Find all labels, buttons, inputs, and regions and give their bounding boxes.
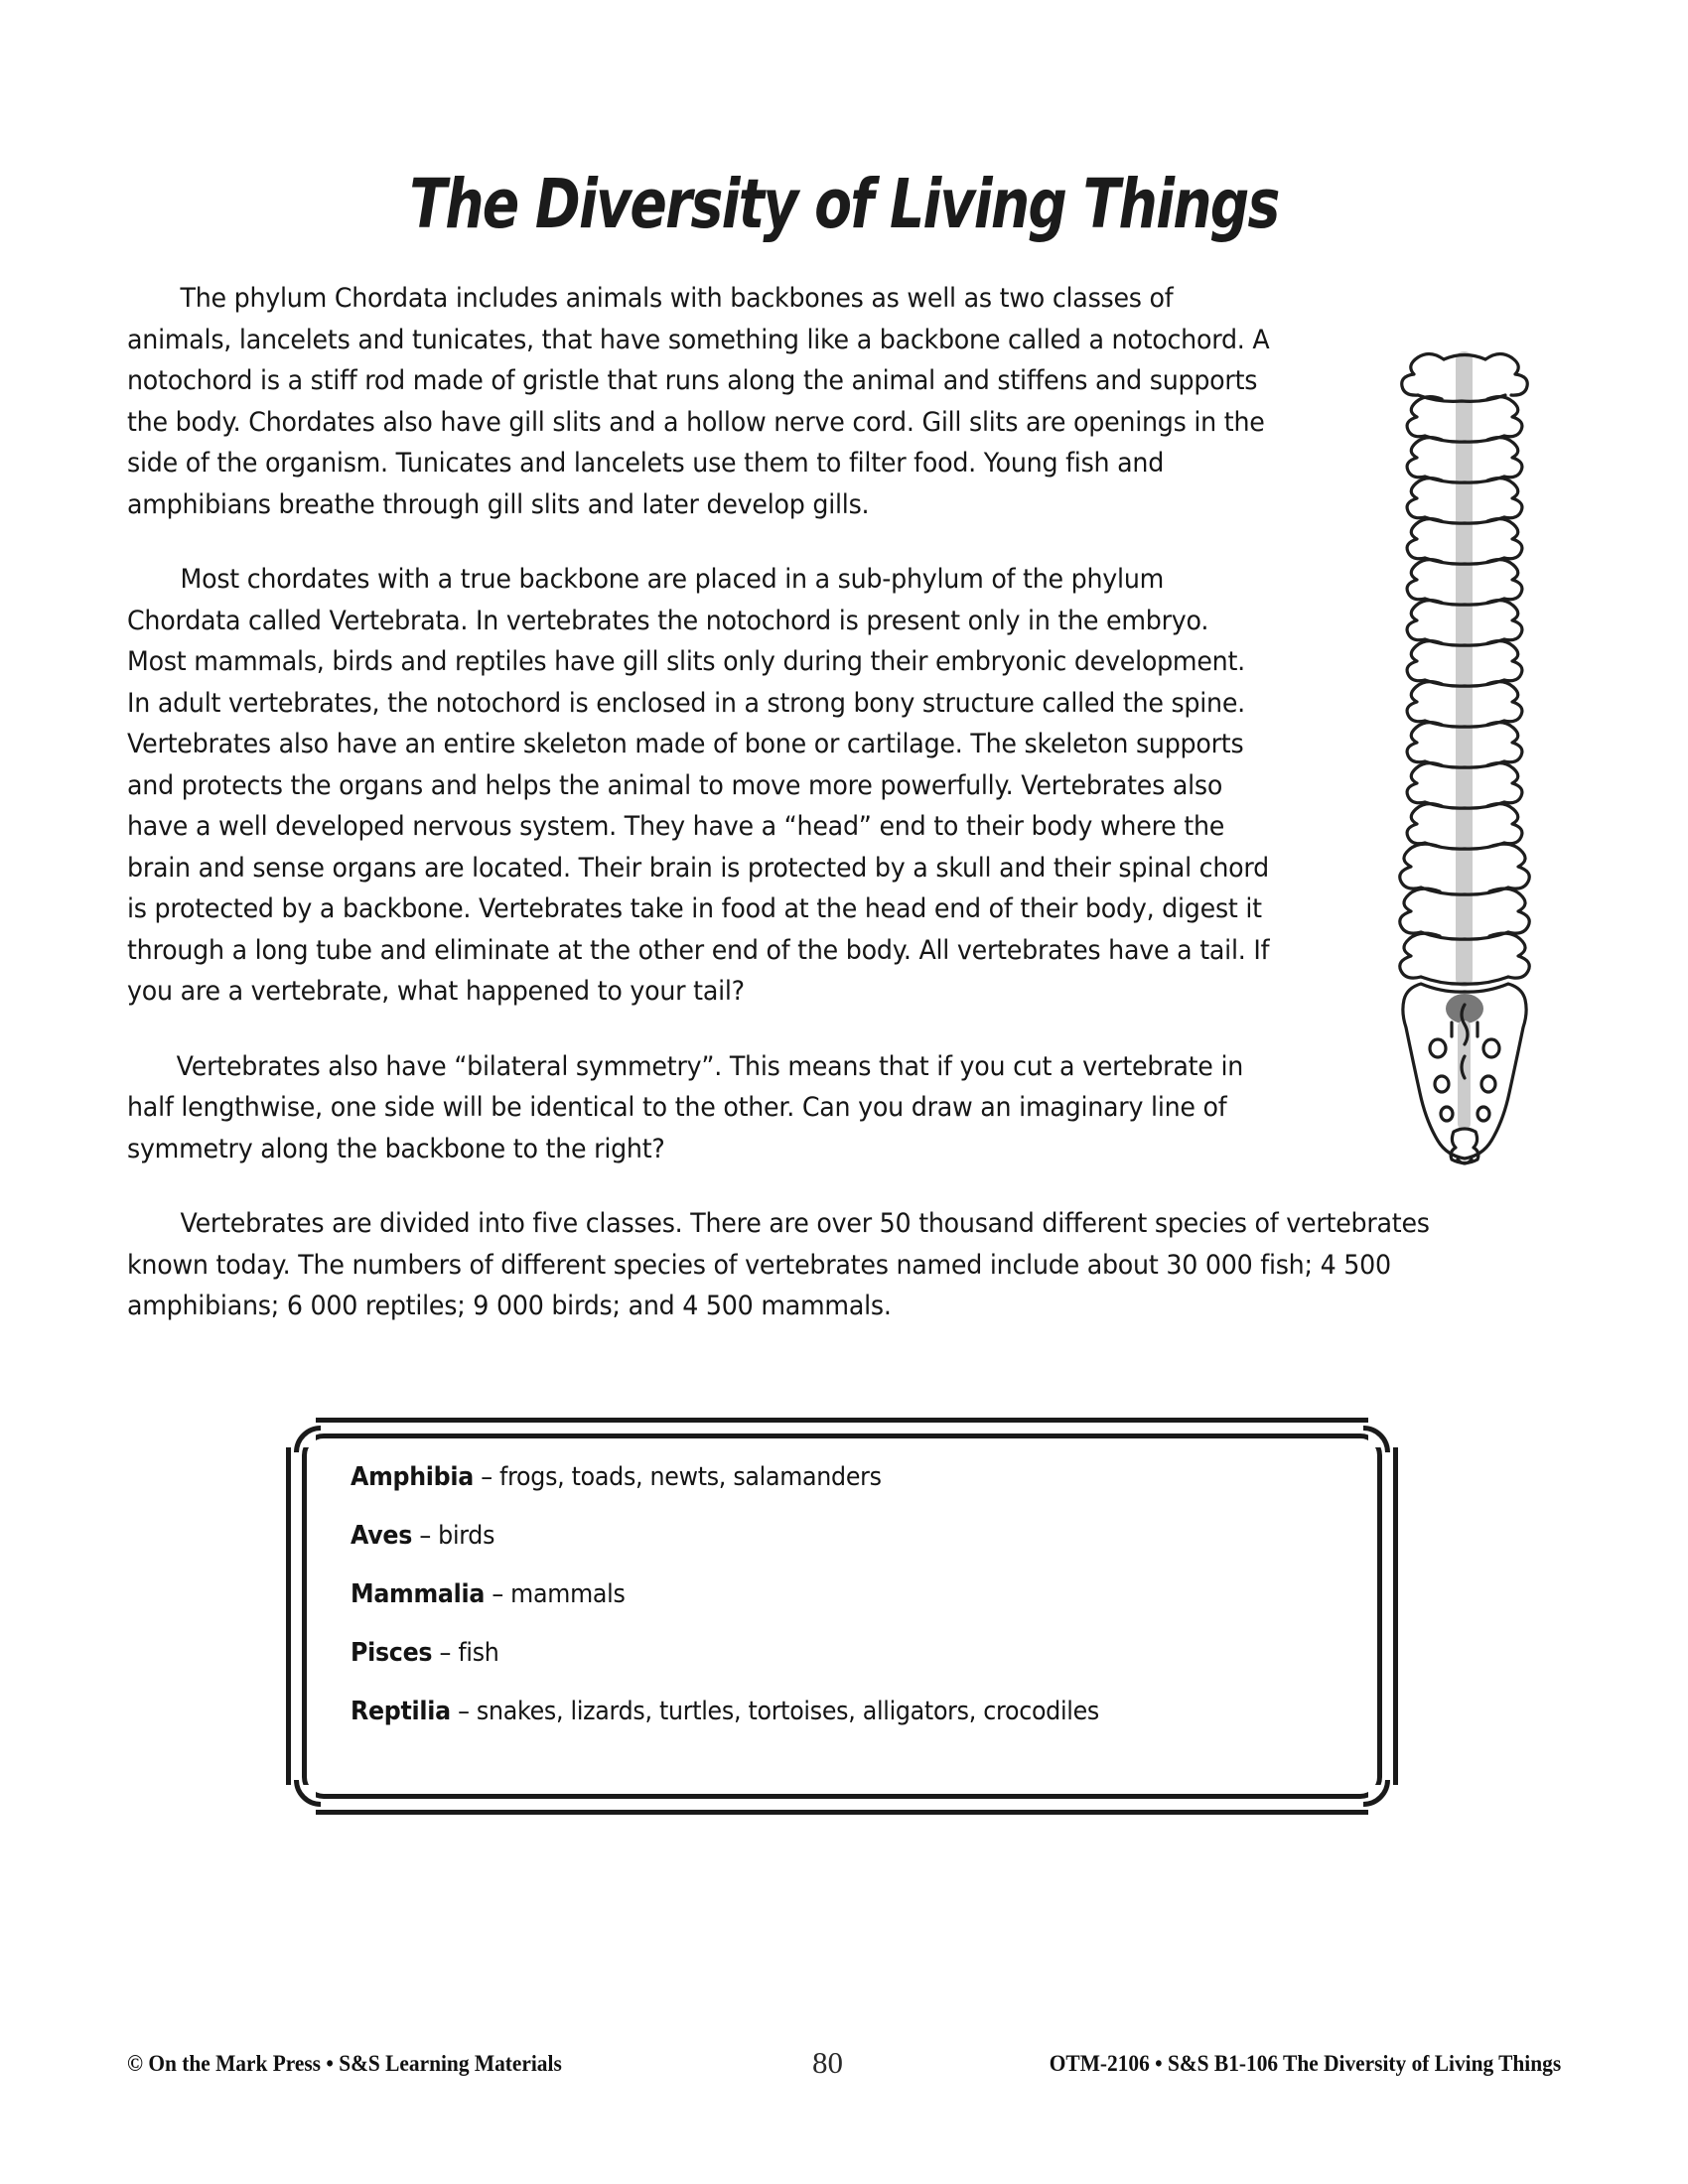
box-corner-top-right: [1368, 1418, 1398, 1447]
body-column: [127, 278, 1547, 1361]
vertebrate-classes-box: [286, 1418, 1398, 1815]
vertebrate-classes-list: [351, 1462, 1353, 1726]
page-footer: [127, 2047, 1561, 2087]
class-name: Mammalia: [351, 1579, 486, 1609]
list-item: [351, 1697, 1283, 1726]
paragraph-2: Most chordates with a true backbone are placed in a sub-phylum of the phylum Chordata called Vertebrata. In vertebrates the notochord is present only in the embryo. Most mammals, birds and reptiles have gill slits only during their embryonic development. In adult vertebrates, the notochord is enclosed in a strong bony structure called the spine. Vertebrates also have an entire skeleton made of bone or cartilage. The skeleton supports and protects the organs and helps the animal to move more powerfully. Vertebrates also have a well developed nervous system. They have a “head” end to their body where the brain and sense organs are located. Their brain is protected by a skull and their spinal chord is protected by a backbone. Vertebrates take in food at the head end of their body, digest it through a long tube and eliminate at the other end of the body. All vertebrates have a tail. If you are a vertebrate, what happened to your tail?: [127, 564, 1270, 1007]
page-title: The Diversity of Living Things: [409, 165, 1279, 245]
paragraph-4: Vertebrates are divided into five classes. There are over 50 thousand different species of vertebrates known today. The numbers of different species of vertebrates named include about 30 000 fish; 4 500 amphibians; 6 000 reptiles; 9 000 birds; and 4 500 mammals.: [127, 1208, 1430, 1321]
paragraph-1: The phylum Chordata includes animals with backbones as well as two classes of animals, lancelets and tunicates, that have something like a backbone called a notochord. A notochord is a stiff rod made of gristle that runs along the animal and stiffens and supports the body. Chordates also have gill slits and a hollow nerve cord. Gill slits are openings in the side of the organism. Tunicates and lancelets use them to filter food. Young fish and amphibians breathe through gill slits and later develop gills.: [127, 283, 1270, 520]
footer-product-code: OTM-2106 • S&S B1-106 The Diversity of Living Things: [1049, 2051, 1561, 2076]
class-description: – frogs, toads, newts, salamanders: [481, 1462, 882, 1492]
list-item: [351, 1462, 1283, 1492]
list-item: [351, 1579, 1283, 1609]
list-item: [351, 1638, 1283, 1668]
list-item: [351, 1521, 1283, 1551]
class-description: – snakes, lizards, turtles, tortoises, alligators, crocodiles: [458, 1697, 1099, 1726]
class-description: – mammals: [492, 1579, 626, 1609]
footer-page-number: 80: [812, 2045, 843, 2080]
class-description: – birds: [419, 1521, 495, 1551]
footer-copyright: © On the Mark Press • S&S Learning Materials: [127, 2051, 562, 2076]
class-name: Reptilia: [351, 1697, 451, 1726]
class-name: Aves: [351, 1521, 413, 1551]
paragraph-3: Vertebrates also have “bilateral symmetry”. This means that if you cut a vertebrate in half lengthwise, one side will be identical to the other. Can you draw an imaginary line of symmetry along the backbone to the right?: [127, 1050, 1244, 1164]
box-corner-top-left: [286, 1418, 316, 1447]
class-description: – fish: [439, 1638, 499, 1668]
box-corner-bottom-right: [1368, 1785, 1398, 1815]
class-name: Amphibia: [351, 1462, 474, 1492]
box-corner-bottom-left: [286, 1785, 316, 1815]
vertebral-column-illustration: [1372, 338, 1561, 1171]
class-name: Pisces: [351, 1638, 433, 1668]
